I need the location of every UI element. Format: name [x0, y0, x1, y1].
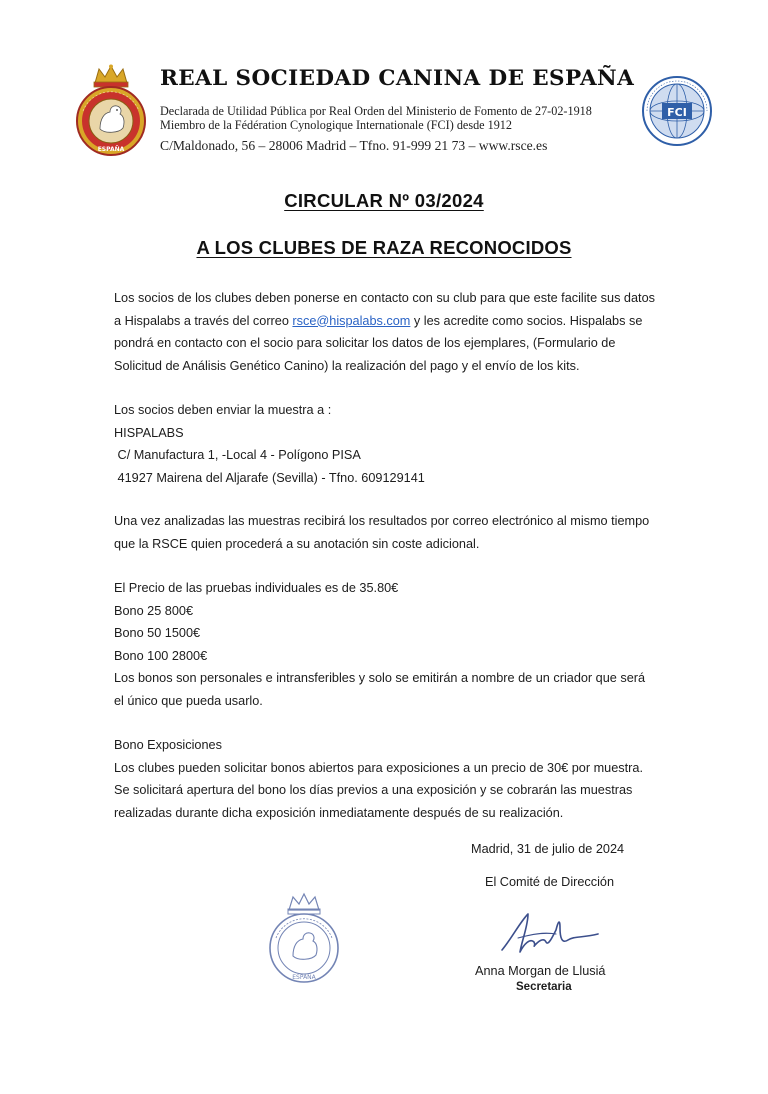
org-name: REAL SOCIEDAD CANINA DE ESPAÑA — [160, 66, 635, 91]
paragraph-results — [114, 510, 662, 555]
signer-name: Anna Morgan de Llusiá — [475, 964, 606, 978]
text-line: Los socios de los clubes deben ponerse en contacto con su club para que este facilite sus datos — [114, 291, 655, 305]
text-segment: a Hispalabs a través del correo — [114, 313, 293, 328]
text-line: pondrá en contacto con el socio para solicitar los datos de los ejemplares, (Formulario de — [114, 336, 616, 350]
text-line: Bono Exposiciones — [114, 738, 222, 752]
text-line: Una vez analizadas las muestras recibirá los resultados por correo electrónico al mismo tiempo — [114, 514, 650, 528]
closing-date: Madrid, 31 de julio de 2024 — [471, 842, 625, 856]
header-utility-line: Declarada de Utilidad Pública por Real Orden del Ministerio de Fomento de 27-02-1918 — [160, 104, 592, 118]
text-line: realizadas durante dicha exposición inmediatamente después de su realización. — [114, 805, 564, 820]
text-line: Los socios deben enviar la muestra a : — [114, 403, 332, 417]
text-line: Bono 25 800€ — [114, 603, 194, 618]
text-line: Los bonos son personales e intransferibles y solo se emitirán a nombre de un criador que será — [114, 671, 646, 685]
header-fci-line: Miembro de la Fédération Cynologique Internationale (FCI) desde 1912 — [160, 118, 512, 132]
text-line: Se solicitará apertura del bono los días previos a una exposición y se cobrarán las muestras — [114, 783, 633, 797]
text-segment: y les acredite como socios. Hispalabs se — [410, 313, 643, 328]
text-line: 41927 Mairena del Aljarafe (Sevilla) - Tfno. 609129141 — [114, 470, 425, 485]
text-line: Solicitud de Análisis Genético Canino) la realización del pago y el envío de los kits. — [114, 358, 580, 373]
text-line: que la RSCE quien procederá a su anotación sin coste adicional. — [114, 536, 480, 551]
text-line: Bono 100 2800€ — [114, 648, 208, 663]
paragraph-prices — [114, 577, 662, 712]
text-line: HISPALABS — [114, 425, 184, 440]
paragraph-exhibitions — [114, 734, 662, 824]
text-line: C/ Manufactura 1, -Local 4 - Polígono PISA — [114, 448, 361, 462]
header-address: C/Maldonado, 56 – 28006 Madrid – Tfno. 91-999 21 73 – www.rsce.es — [160, 138, 548, 153]
text-line: El Precio de las pruebas individuales es de 35.80€ — [114, 581, 399, 595]
svg-text:ESPAÑA: ESPAÑA — [292, 974, 316, 981]
circular-number: CIRCULAR Nº 03/2024 — [284, 190, 484, 211]
paragraph-shipping-address — [114, 399, 662, 489]
svg-text:ESPAÑA: ESPAÑA — [97, 146, 125, 153]
signature-icon — [498, 908, 606, 960]
circular-subject: A LOS CLUBES DE RAZA RECONOCIDOS — [196, 237, 572, 258]
closing-committee: El Comité de Dirección — [485, 875, 615, 889]
fci-logo-text: FCI — [667, 106, 687, 119]
signer-role: Secretaria — [516, 981, 572, 993]
fci-logo-icon — [641, 75, 713, 147]
text-line — [114, 310, 662, 333]
text-line: Los clubes pueden solicitar bonos abiertos para exposiciones a un precio de 30€ por muestra. — [114, 760, 643, 775]
text-line: el único que pueda usarlo. — [114, 693, 263, 708]
text-line: Bono 50 1500€ — [114, 626, 201, 640]
rsce-stamp-icon — [265, 890, 343, 986]
email-link[interactable]: rsce@hispalabs.com — [292, 313, 411, 328]
rsce-logo-icon — [73, 63, 149, 159]
paragraph-contact — [114, 287, 662, 377]
